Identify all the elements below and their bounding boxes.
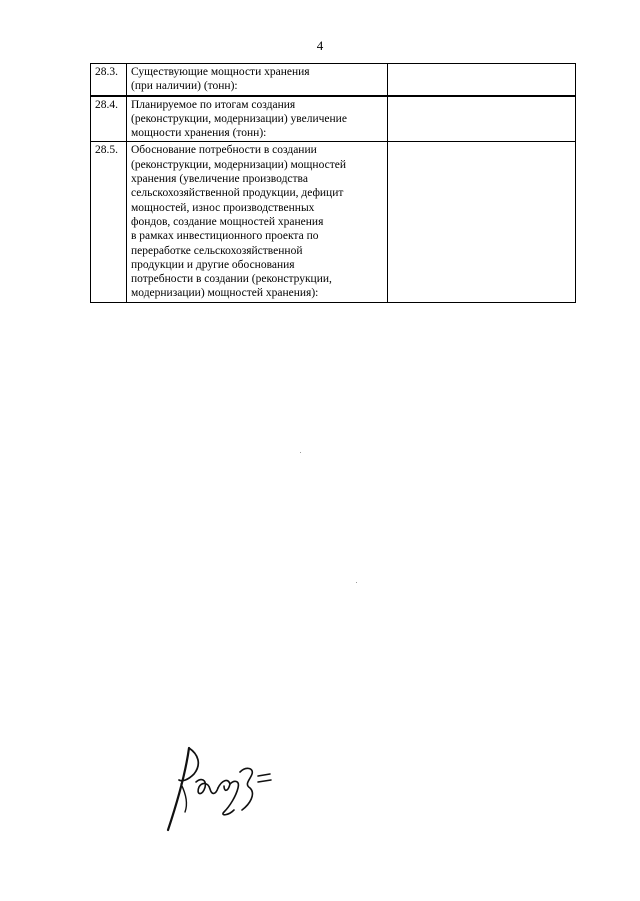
description-line: модернизации) мощностей хранения): bbox=[131, 287, 319, 300]
row-value-cell bbox=[388, 142, 576, 302]
table-row-28-4 bbox=[91, 96, 576, 142]
description-line: в рамках инвестиционного проекта по bbox=[131, 230, 319, 243]
row-value-cell bbox=[388, 96, 576, 142]
row-description bbox=[127, 64, 388, 96]
description-line: Планируемое по итогам создания bbox=[131, 98, 296, 111]
description-line: (при наличии) (тонн): bbox=[131, 80, 238, 93]
description-line: хранения (увеличение производства bbox=[131, 173, 308, 186]
description-line: Обоснование потребности в создании bbox=[131, 144, 317, 157]
description-line: потребности в создании (реконструкции, bbox=[131, 273, 332, 286]
row-number: 28.4. bbox=[91, 96, 127, 142]
description-line: мощностей, износ производственных bbox=[131, 201, 315, 214]
table-row-28-5 bbox=[91, 142, 576, 302]
description-line: (реконструкции, модернизации) увеличение bbox=[131, 112, 347, 125]
scan-speck bbox=[356, 582, 357, 583]
scan-speck bbox=[300, 452, 301, 453]
description-line: продукции и другие обоснования bbox=[131, 258, 295, 271]
form-table bbox=[90, 63, 576, 303]
signature-image bbox=[158, 740, 298, 840]
description-line: сельскохозяйственной продукции, дефицит bbox=[131, 187, 344, 200]
row-value-cell bbox=[388, 64, 576, 96]
description-line: (реконструкции, модернизации) мощностей bbox=[131, 158, 346, 171]
row-description bbox=[127, 142, 388, 302]
description-line: переработке сельскохозяйственной bbox=[131, 244, 303, 257]
description-line: мощности хранения (тонн): bbox=[131, 127, 267, 140]
description-line: Существующие мощности хранения bbox=[131, 66, 310, 78]
row-number: 28.5. bbox=[91, 142, 127, 302]
row-number: 28.3. bbox=[91, 64, 127, 96]
table-row-28-3 bbox=[91, 64, 576, 96]
description-line: фондов, создание мощностей хранения bbox=[131, 215, 324, 228]
row-description bbox=[127, 96, 388, 142]
page-number: 4 bbox=[316, 38, 324, 53]
